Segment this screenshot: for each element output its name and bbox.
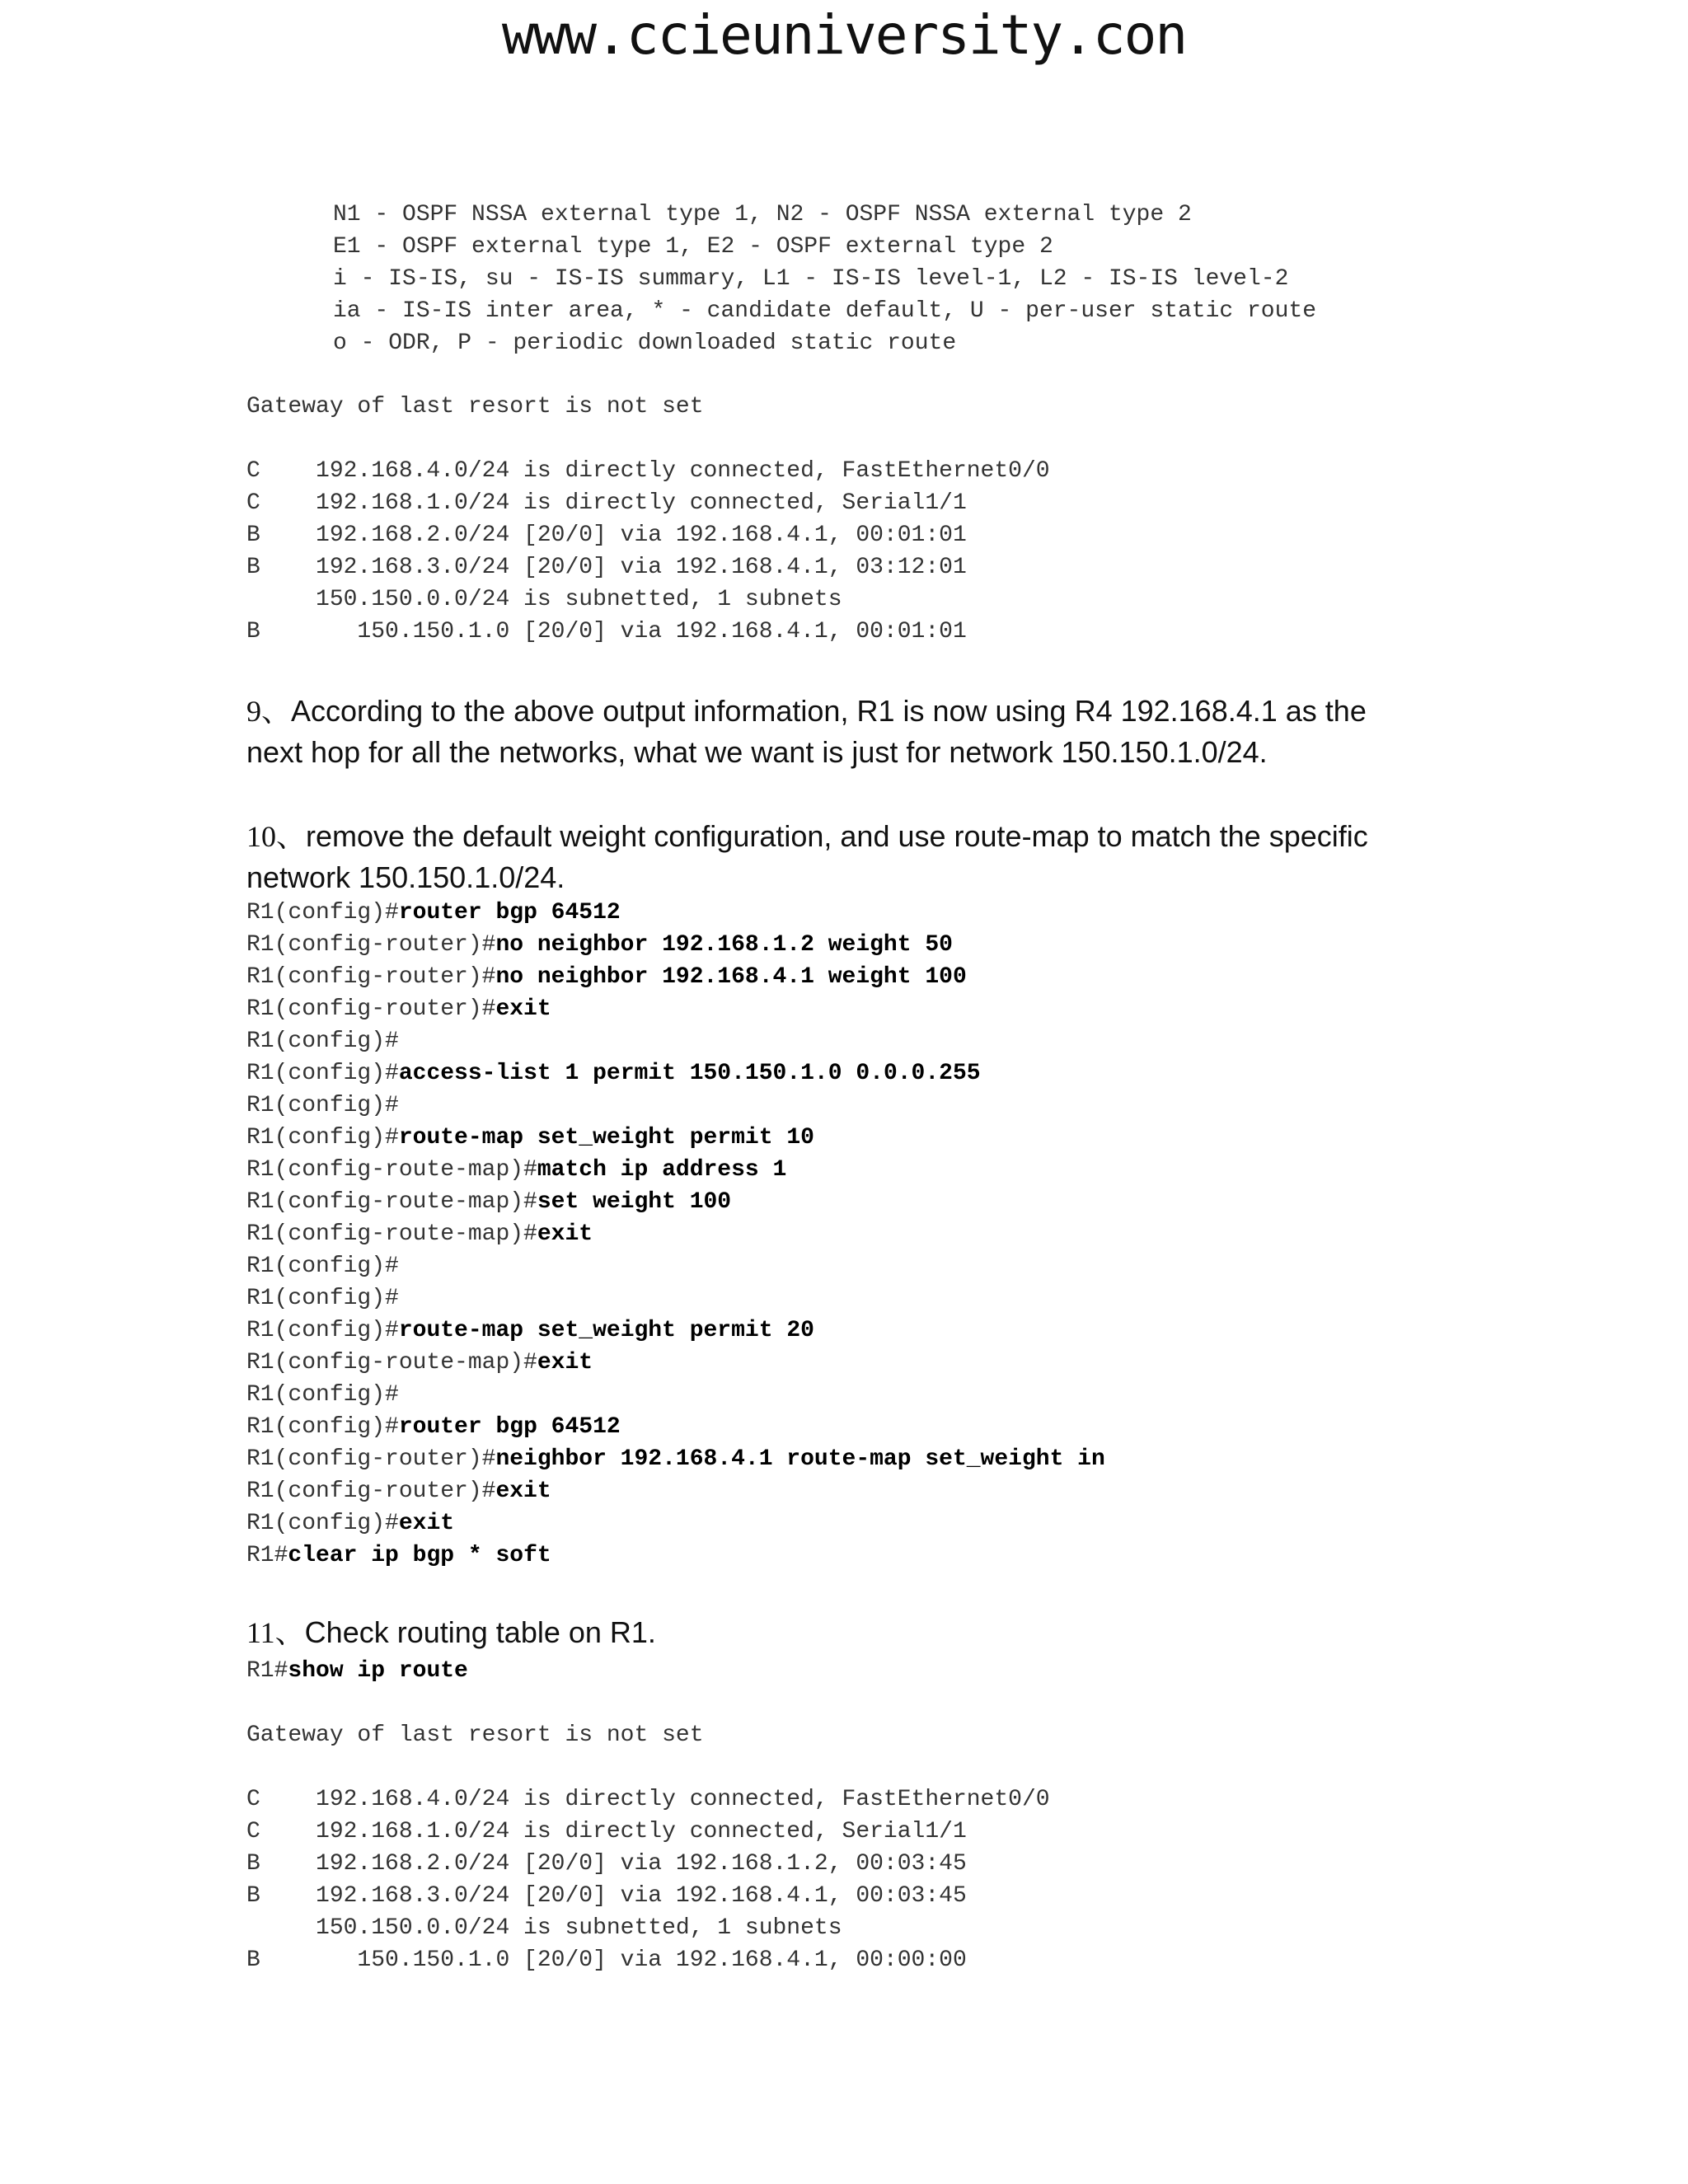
config-line bbox=[246, 1507, 1105, 1540]
cli-prompt: R1(config-route-map)# bbox=[246, 1350, 537, 1376]
route-line: C 192.168.4.0/24 is directly connected, FastEthernet0/0 bbox=[246, 458, 1050, 484]
routing-table-before bbox=[246, 391, 1050, 648]
config-line bbox=[246, 1347, 1105, 1379]
cli-command: clear ip bgp * soft bbox=[288, 1543, 551, 1568]
cli-command: exit bbox=[537, 1221, 593, 1247]
cli-command: set weight 100 bbox=[537, 1189, 732, 1215]
config-line bbox=[246, 993, 1105, 1025]
cli-prompt: R1(config)# bbox=[246, 1414, 399, 1440]
route-line: 150.150.0.0/24 is subnetted, 1 subnets bbox=[246, 587, 842, 612]
cli-command: no neighbor 192.168.1.2 weight 50 bbox=[495, 932, 953, 958]
legend-line: N1 - OSPF NSSA external type 1, N2 - OSPF NSSA external type 2 bbox=[333, 202, 1192, 227]
config-line bbox=[246, 1411, 1105, 1443]
cli-command: exit bbox=[537, 1350, 593, 1376]
legend-line: i - IS-IS, su - IS-IS summary, L1 - IS-IS level-1, L2 - IS-IS level-2 bbox=[333, 266, 1289, 292]
config-line bbox=[246, 1122, 1105, 1154]
legend-line: ia - IS-IS inter area, * - candidate default, U - per-user static route bbox=[333, 298, 1316, 324]
config-line bbox=[246, 1250, 1105, 1282]
config-line bbox=[246, 929, 1105, 961]
route-line: B 192.168.3.0/24 [20/0] via 192.168.4.1, 00:03:45 bbox=[246, 1883, 967, 1909]
routing-table-after bbox=[246, 1655, 1050, 1976]
cli-command: no neighbor 192.168.4.1 weight 100 bbox=[495, 964, 967, 990]
config-line bbox=[246, 1315, 1105, 1347]
gateway-line: Gateway of last resort is not set bbox=[246, 394, 704, 419]
cli-prompt: R1(config)# bbox=[246, 1286, 399, 1311]
cli-command: router bgp 64512 bbox=[398, 1414, 621, 1440]
step-number: 10、 bbox=[246, 820, 307, 853]
config-line bbox=[246, 1154, 1105, 1186]
cli-prompt: R1(config)# bbox=[246, 900, 399, 926]
cli-prompt: R1(config-router)# bbox=[246, 996, 496, 1022]
step-text: network 150.150.1.0/24. bbox=[246, 860, 565, 894]
cli-command: match ip address 1 bbox=[537, 1157, 787, 1183]
route-line: B 192.168.3.0/24 [20/0] via 192.168.4.1, 03:12:01 bbox=[246, 555, 967, 580]
step-text: Check routing table on R1. bbox=[304, 1615, 656, 1649]
cli-command: exit bbox=[495, 996, 551, 1022]
cli-prompt: R1(config)# bbox=[246, 1254, 399, 1279]
legend-line: E1 - OSPF external type 1, E2 - OSPF external type 2 bbox=[333, 234, 1053, 260]
blank-line bbox=[246, 423, 1050, 455]
show-command-line bbox=[246, 1655, 1050, 1687]
step-text: next hop for all the networks, what we want is just for network 150.150.1.0/24. bbox=[246, 735, 1268, 769]
cli-command: route-map set_weight permit 10 bbox=[398, 1125, 814, 1151]
cli-command: router bgp 64512 bbox=[398, 900, 621, 926]
cli-prompt: R1(config)# bbox=[246, 1029, 399, 1054]
legend-line: o - ODR, P - periodic downloaded static route bbox=[333, 330, 957, 356]
cli-prompt: R1(config)# bbox=[246, 1382, 399, 1408]
blank-line bbox=[246, 1687, 1050, 1719]
route-line: B 192.168.2.0/24 [20/0] via 192.168.4.1, 00:01:01 bbox=[246, 523, 967, 548]
step-11-paragraph bbox=[246, 1612, 1648, 1653]
cli-prompt: R1(config)# bbox=[246, 1125, 399, 1151]
config-line bbox=[246, 1475, 1105, 1507]
site-header: www.ccieuniversity.con bbox=[501, 3, 1187, 67]
cli-command: exit bbox=[495, 1479, 551, 1504]
cli-prompt: R1(config-router)# bbox=[246, 1479, 496, 1504]
config-line bbox=[246, 1282, 1105, 1315]
config-line bbox=[246, 1540, 1105, 1572]
cli-prompt: R1(config)# bbox=[246, 1511, 399, 1536]
route-line: B 150.150.1.0 [20/0] via 192.168.4.1, 00:00:00 bbox=[246, 1947, 967, 1973]
cli-prompt: R1(config-router)# bbox=[246, 964, 496, 990]
route-line: 150.150.0.0/24 is subnetted, 1 subnets bbox=[246, 1915, 842, 1941]
config-line bbox=[246, 1057, 1105, 1090]
config-line bbox=[246, 897, 1105, 929]
cli-prompt: R1(config-route-map)# bbox=[246, 1221, 537, 1247]
cli-prompt: R1# bbox=[246, 1543, 288, 1568]
config-line bbox=[246, 1186, 1105, 1218]
cli-prompt: R1(config)# bbox=[246, 1093, 399, 1118]
step-text: remove the default weight configuration, and use route-map to match the specific bbox=[306, 819, 1368, 853]
cli-command: neighbor 192.168.4.1 route-map set_weight in bbox=[495, 1446, 1105, 1472]
step-text: According to the above output information, R1 is now using R4 192.168.4.1 as the bbox=[291, 694, 1367, 728]
route-line: C 192.168.1.0/24 is directly connected, Serial1/1 bbox=[246, 490, 967, 516]
cli-prompt: R1(config-router)# bbox=[246, 1446, 496, 1472]
cli-command: show ip route bbox=[288, 1658, 468, 1684]
config-line bbox=[246, 1025, 1105, 1057]
route-line: C 192.168.4.0/24 is directly connected, FastEthernet0/0 bbox=[246, 1787, 1050, 1812]
cli-command: access-list 1 permit 150.150.1.0 0.0.0.255 bbox=[398, 1061, 981, 1086]
config-line bbox=[246, 961, 1105, 993]
cli-prompt: R1(config-route-map)# bbox=[246, 1157, 537, 1183]
step-number: 9、 bbox=[246, 695, 292, 728]
gateway-line: Gateway of last resort is not set bbox=[246, 1722, 704, 1748]
route-line: B 192.168.2.0/24 [20/0] via 192.168.1.2, 00:03:45 bbox=[246, 1851, 967, 1877]
step-9-paragraph bbox=[246, 691, 1648, 772]
config-line bbox=[246, 1379, 1105, 1411]
route-line: C 192.168.1.0/24 is directly connected, Serial1/1 bbox=[246, 1819, 967, 1844]
cli-prompt: R1(config)# bbox=[246, 1318, 399, 1343]
cli-prompt: R1(config-route-map)# bbox=[246, 1189, 537, 1215]
cli-command: exit bbox=[398, 1511, 455, 1536]
config-line bbox=[246, 1218, 1105, 1250]
config-line bbox=[246, 1090, 1105, 1122]
route-line: B 150.150.1.0 [20/0] via 192.168.4.1, 00:01:01 bbox=[246, 619, 967, 644]
cli-prompt: R1# bbox=[246, 1658, 288, 1684]
step-10-paragraph bbox=[246, 816, 1648, 898]
config-commands bbox=[246, 897, 1105, 1572]
cli-command: route-map set_weight permit 20 bbox=[398, 1318, 814, 1343]
blank-line bbox=[246, 1751, 1050, 1783]
cli-prompt: R1(config-router)# bbox=[246, 932, 496, 958]
config-line bbox=[246, 1443, 1105, 1475]
route-code-legend bbox=[333, 199, 1316, 359]
step-number: 11、 bbox=[246, 1616, 305, 1649]
cli-prompt: R1(config)# bbox=[246, 1061, 399, 1086]
